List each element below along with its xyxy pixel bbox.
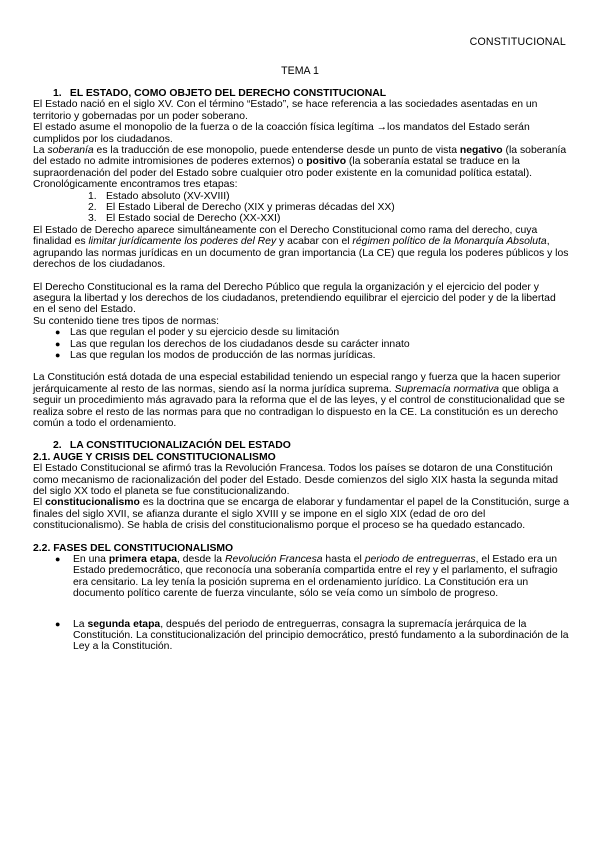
header-subject: CONSTITUCIONAL bbox=[469, 36, 566, 48]
list-item bbox=[33, 350, 569, 361]
text-run: y acabar con el bbox=[276, 236, 353, 248]
text-run: La bbox=[33, 145, 48, 157]
paragraph: El Estado Constitucional se afirmó tras la Revolución Francesa. Todos los países se dotaron de una Constitución como mecanismo de racionalización del poder del Estado. Desde comienzos del siglo XIX hasta la segunda mitad del siglo XX todo el planeta se fue constitucionalizando. bbox=[33, 463, 559, 497]
italic-term: Supremacía normativa bbox=[394, 383, 500, 395]
list-text: Las que regulan los modos de producción de las normas jurídicas. bbox=[70, 349, 376, 361]
list-item bbox=[33, 339, 569, 350]
text-run: El Estado de Derecho aparece simultáneamente con el Derecho Constitucional como rama del derecho, cuya finalidad es bbox=[33, 224, 538, 248]
text-run: , el Estado era un Estado predemocrático, que reconocía una soberanía compartida entre el rey y el parlamento, el sufragio era censitario. La ley tenía la posición suprema en el ordenamiento jurídico. La Constitución era un documento político carente de fuerza vinculante, sólo se veía como un símbolo de progreso. bbox=[73, 554, 558, 600]
paragraph bbox=[33, 225, 569, 271]
page-title: TEMA 1 bbox=[281, 65, 319, 77]
list-item bbox=[33, 554, 569, 600]
paragraph: Su contenido tiene tres tipos de normas: bbox=[33, 315, 219, 327]
section-2-title: LA CONSTITUCIONALIZACIÓN DEL ESTADO bbox=[69, 440, 291, 452]
paragraph bbox=[33, 497, 569, 531]
section-2-heading bbox=[33, 440, 569, 451]
bold-term: segunda etapa bbox=[87, 618, 161, 630]
list-text: Estado absoluto (XV-XVIII) bbox=[106, 190, 230, 202]
list-item bbox=[33, 202, 569, 213]
fases-list-2 bbox=[33, 619, 569, 653]
text-run: El bbox=[33, 497, 46, 509]
bold-term: constitucionalismo bbox=[45, 497, 140, 509]
bold-term: positivo bbox=[306, 156, 347, 168]
subsection-2-1-heading: 2.1. AUGE Y CRISIS DEL CONSTITUCIONALISMO bbox=[33, 451, 276, 463]
document-body bbox=[33, 88, 569, 653]
bold-term: primera etapa bbox=[108, 554, 177, 566]
bullet-icon: ● bbox=[55, 554, 61, 565]
italic-term: soberanía bbox=[47, 145, 94, 157]
paragraph: El estado asume el monopolio de la fuerza o de la coacción física legítima →los mandatos del Estado serán cumplidos por los ciudadanos. bbox=[33, 122, 530, 145]
section-2-number: 2. bbox=[53, 440, 62, 452]
text-run: , desde la bbox=[176, 554, 225, 566]
list-text: Las que regulan el poder y su ejercicio desde su limitación bbox=[70, 327, 340, 339]
tipos-list bbox=[33, 327, 569, 361]
list-number: 2. bbox=[88, 202, 97, 214]
text-run: (la soberanía estatal se traduce en la supraordenación del poder del Estado sobre cualquier otro poder existente en la comunidad política estatal). bbox=[33, 156, 533, 179]
text-run: es la doctrina que se encarga de elaborar y fundamentar el papel de la Constitución, surge a finales del siglo XVII, se afianza durante el siglo XVIII y se impone en el siglo XIX (edad de oro del constitucionalismo). Se habla de crisis del constitucionalismo porque el proceso se ha quedado estancado. bbox=[33, 497, 570, 532]
section-1-title: EL ESTADO, COMO OBJETO DEL DERECHO CONSTITUCIONAL bbox=[69, 88, 387, 99]
text-run: (la soberanía del estado no admite intromisiones de poderes externos) o bbox=[33, 145, 567, 168]
bullet-icon: ● bbox=[55, 338, 61, 349]
paragraph bbox=[33, 145, 569, 179]
bullet-icon: ● bbox=[55, 349, 61, 360]
bold-term: negativo bbox=[459, 145, 503, 157]
italic-term: periodo de entreguerras bbox=[364, 554, 476, 566]
list-number: 3. bbox=[88, 213, 97, 225]
paragraph: El Derecho Constitucional es la rama del Derecho Público que regula la organización y el ejercicio del poder y asegura la libertad y los derechos de los ciudadanos, pretendiendo equilibrar el ejercicio del poder y de la libertad en el seno del Estado. bbox=[33, 281, 556, 316]
list-item bbox=[33, 191, 569, 202]
list-item bbox=[33, 213, 569, 224]
paragraph bbox=[33, 372, 569, 429]
text-run: La Constitución está dotada de una especial estabilidad teniendo un especial rango y fuerza que la hacen superior jerárquicamente al resto de las normas, siendo así la norma jurídica suprema. bbox=[33, 372, 561, 395]
text-run: , después del periodo de entreguerras, consagra la supremacía jerárquica de la Constitución. La constitucionalización del principio democrático, prestó fundamento a la subordinación de la Ley a la Constitución. bbox=[73, 618, 569, 653]
subsection-2-2-heading: 2.2. FASES DEL CONSTITUCIONALISMO bbox=[33, 542, 234, 554]
italic-term: Revolución Francesa bbox=[224, 554, 323, 566]
italic-term: régimen político de la Monarquía Absoluta bbox=[352, 236, 547, 248]
text-run: es la traducción de ese monopolio, puede entenderse desde un punto de vista bbox=[93, 145, 460, 157]
list-item bbox=[33, 327, 569, 338]
bullet-icon: ● bbox=[55, 618, 61, 629]
list-text: Las que regulan los derechos de los ciudadanos desde su carácter innato bbox=[70, 338, 410, 350]
section-1-number: 1. bbox=[53, 88, 62, 99]
text-run: La bbox=[73, 618, 88, 630]
section-1-heading bbox=[33, 88, 569, 99]
list-item bbox=[33, 619, 569, 653]
bullet-icon: ● bbox=[55, 327, 61, 338]
etapas-list bbox=[33, 191, 569, 225]
list-number: 1. bbox=[88, 190, 97, 202]
text-run: que obliga a seguir un procedimiento más agravado para la reforma que el de las leyes, y el control de constitucionalidad que se realiza sobre el resto de las normas para que no contradigan lo dispuesto en la CE. La constitución es un derecho común a todo el ordenamiento. bbox=[33, 383, 565, 429]
text-run: En una bbox=[73, 554, 109, 566]
list-text: El Estado Liberal de Derecho (XIX y primeras décadas del XX) bbox=[106, 202, 395, 214]
list-text: El Estado social de Derecho (XX-XXI) bbox=[106, 213, 281, 225]
text-run: , agrupando las normas jurídicas en un documento de gran importancia (La CE) que regula los poderes públicos y los derechos de los ciudadanos. bbox=[33, 236, 569, 271]
paragraph: Cronológicamente encontramos tres etapas: bbox=[33, 179, 238, 191]
text-run: hasta el bbox=[322, 554, 365, 566]
paragraph: El Estado nació en el siglo XV. Con el término “Estado”, se hace referencia a las sociedades asentadas en un territorio y gobernadas por un poder soberano. bbox=[33, 99, 538, 122]
fases-list bbox=[33, 554, 569, 600]
italic-term: limitar jurídicamente los poderes del Rey bbox=[88, 236, 277, 248]
